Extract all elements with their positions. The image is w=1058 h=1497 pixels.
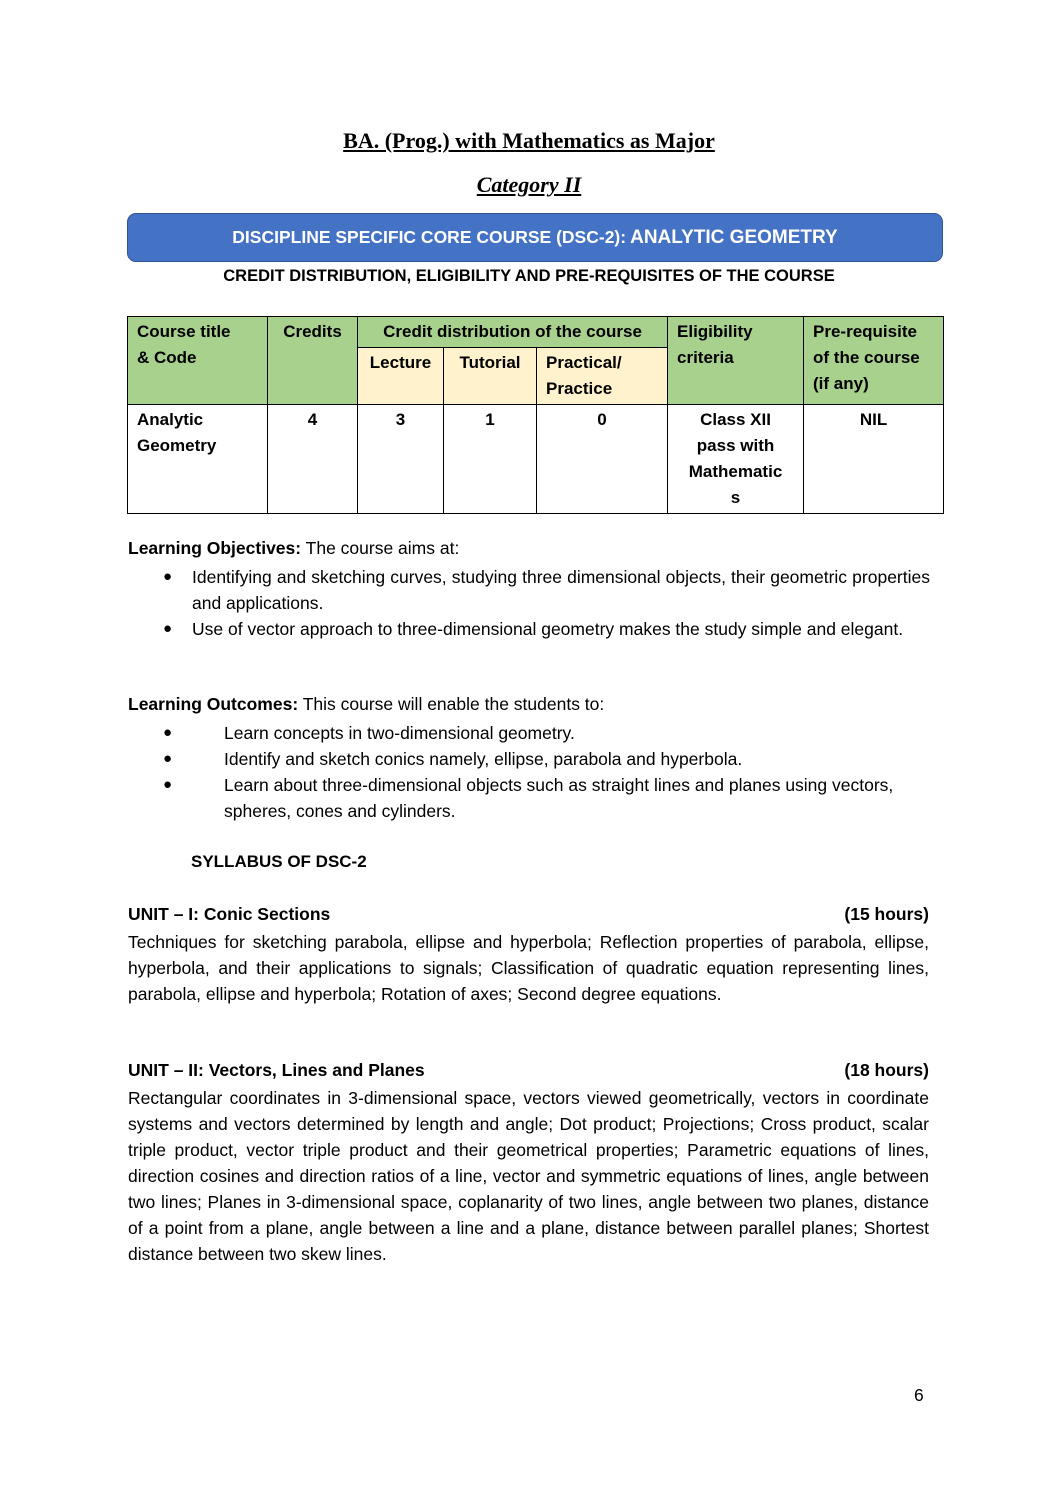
cell-prerequisite: NIL — [804, 405, 944, 514]
list-item: ● Use of vector approach to three-dimensional geometry makes the study simple and elegant. — [128, 616, 930, 642]
cell-course-title: Analytic Geometry — [128, 405, 268, 514]
bullet-icon: ● — [163, 776, 173, 793]
unit-2-heading — [128, 1060, 929, 1081]
page-number: 6 — [914, 1385, 924, 1405]
cell-credits: 4 — [268, 405, 358, 514]
unit-title: UNIT – II: Vectors, Lines and Planes — [128, 1060, 425, 1080]
banner-course-name: ANALYTIC GEOMETRY — [630, 226, 838, 248]
unit-1-description: Techniques for sketching parabola, ellipse and hyperbola; Reflection properties of parabola, ellipse, hyperbola, and their applications to signals; Classification of quadratic equation representing lines, parabola, ellipse and hyperbola; Rotation of axes; Second degree equations. — [128, 932, 929, 1004]
header-tutorial: Tutorial — [444, 348, 537, 405]
table-header-row — [128, 317, 944, 348]
list-item: ● Identifying and sketching curves, studying three dimensional objects, their geometric properties and applications. — [128, 564, 930, 616]
credit-distribution-heading: CREDIT DISTRIBUTION, ELIGIBILITY AND PRE-REQUISITES OF THE COURSE — [223, 267, 835, 285]
cell-practical: 0 — [537, 405, 668, 514]
learning-outcomes-list — [128, 720, 930, 824]
table-row — [128, 405, 944, 514]
list-item: ● Learn concepts in two-dimensional geometry. — [128, 720, 930, 746]
bullet-icon: ● — [163, 724, 173, 741]
unit-2-description: Rectangular coordinates in 3-dimensional space, vectors viewed geometrically, vectors in coordinate systems and vectors determined by length and angle; Dot product; Projections; Cross product, scalar triple product, vector triple product and their geometrical properties; Parametric equations of lines, direction cosines and direction ratios of a line, vector and symmetric equations of lines, angle between two lines; Planes in 3-dimensional space, coplanarity of two lines, angle between two planes, distance of a point from a plane, angle between a line and a plane, distance between parallel planes; Shortest distance between two skew lines. — [128, 1088, 929, 1264]
category-heading: Category II — [476, 172, 582, 197]
list-item: ● Learn about three-dimensional objects such as straight lines and planes using vectors, spheres, cones and cylinders. — [128, 772, 930, 824]
header-course-title: Course title & Code — [128, 317, 268, 405]
banner-prefix: DISCIPLINE SPECIFIC CORE COURSE (DSC-2): — [232, 227, 627, 247]
unit-1-heading — [128, 904, 929, 925]
header-prerequisite: Pre-requisite of the course (if any) — [804, 317, 944, 405]
cell-tutorial: 1 — [444, 405, 537, 514]
learning-objectives-heading: Learning Objectives: The course aims at: — [128, 538, 460, 558]
unit-hours: (18 hours) — [844, 1060, 929, 1080]
header-lecture: Lecture — [358, 348, 444, 405]
header-practical: Practical/ Practice — [537, 348, 668, 405]
bullet-icon: ● — [163, 750, 173, 767]
bullet-icon: ● — [163, 620, 173, 637]
list-item: ● Identify and sketch conics namely, ellipse, parabola and hyperbola. — [128, 746, 930, 772]
learning-objectives-list — [128, 564, 930, 642]
cell-eligibility: Class XII pass with Mathematic s — [668, 405, 804, 514]
cell-lecture: 3 — [358, 405, 444, 514]
page-title: BA. (Prog.) with Mathematics as Major — [343, 128, 715, 153]
bullet-icon: ● — [163, 568, 173, 585]
header-eligibility: Eligibility criteria — [668, 317, 804, 405]
unit-hours: (15 hours) — [844, 904, 929, 924]
credit-table — [127, 316, 944, 514]
unit-title: UNIT – I: Conic Sections — [128, 904, 331, 924]
header-credit-distribution: Credit distribution of the course — [358, 317, 668, 348]
syllabus-heading: SYLLABUS OF DSC-2 — [191, 852, 367, 871]
header-credits: Credits — [268, 317, 358, 405]
course-banner — [127, 213, 943, 262]
learning-outcomes-heading: Learning Outcomes: This course will enable the students to: — [128, 694, 605, 714]
